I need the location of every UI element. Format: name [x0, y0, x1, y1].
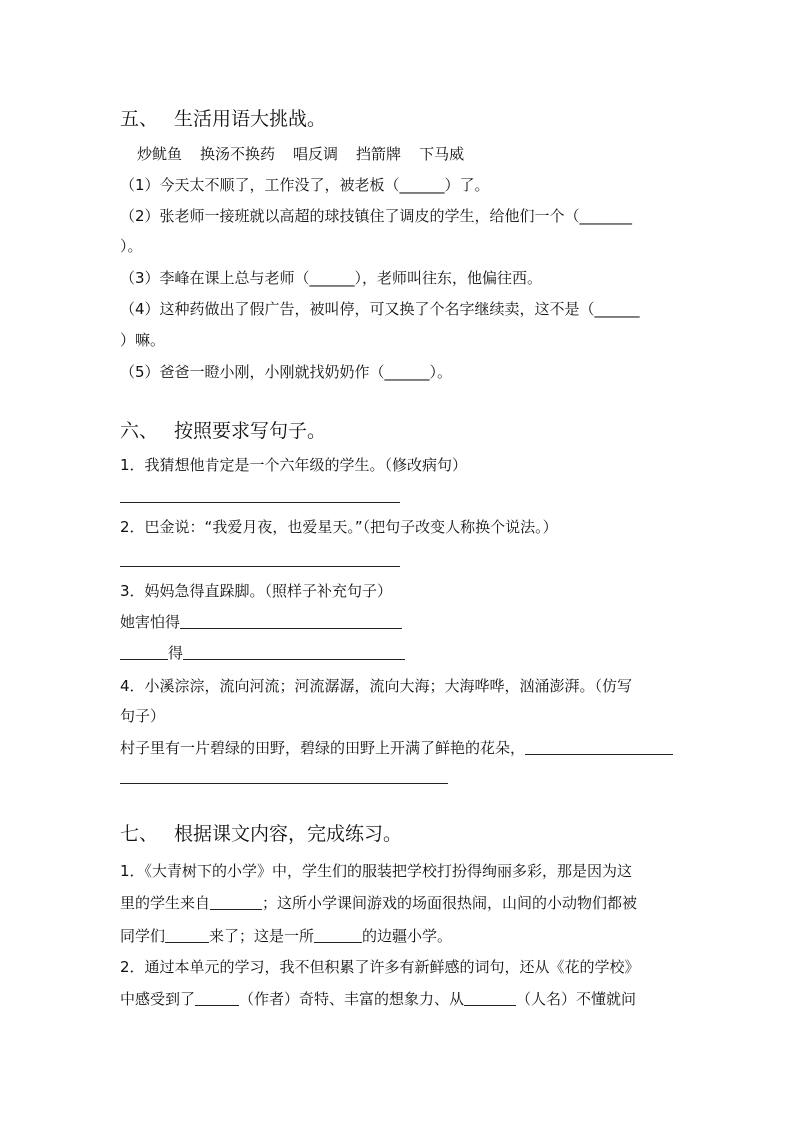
answer-blank[interactable] — [314, 928, 362, 943]
text-segment: （人名）不懂就问 — [516, 990, 637, 1008]
section-5-heading — [120, 107, 326, 131]
s7-question-1-line-2 — [120, 893, 637, 913]
s6-question-4-prompt — [120, 738, 673, 758]
s5-question-2-line-2: ）。 — [120, 237, 143, 255]
s7-question-2-line-1: 2．通过本单元的学习，我不但积累了许多有新鲜感的词句，还从《花的学校》 — [120, 958, 640, 976]
section-7-title: 根据课文内容，完成练习。 — [174, 823, 403, 845]
s5-question-2-line-1: （2）张老师一接班就以高超的球技镇住了调皮的学生，给他们一个（_______ — [120, 207, 633, 225]
s5-question-3: （3）李峰在课上总与老师（______），老师叫往东，他偏往西。 — [120, 269, 543, 287]
text-segment: 里的学生来自 — [120, 894, 211, 912]
idiom-word: 唱反调 — [293, 145, 339, 163]
answer-blank[interactable] — [195, 991, 239, 1006]
s6-question-3: 3．妈妈急得直跺脚。（照样子补充句子） — [120, 582, 393, 600]
text-segment: 来了；这是一所 — [209, 927, 315, 945]
answer-blank[interactable] — [180, 614, 402, 629]
idiom-word: 换汤不换药 — [200, 145, 276, 163]
answer-blank[interactable] — [210, 895, 262, 910]
s6-question-4-line-2: 句子） — [120, 707, 166, 725]
section-7-heading — [120, 822, 402, 846]
idiom-word: 炒鱿鱼 — [137, 145, 183, 163]
text-segment: 同学们 — [120, 927, 166, 945]
answer-blank[interactable] — [464, 991, 516, 1006]
text-segment: （作者）奇特、丰富的想象力、从 — [239, 990, 465, 1008]
s7-question-2-line-2 — [120, 989, 636, 1009]
section-5-title: 生活用语大挑战。 — [174, 108, 327, 130]
s6-question-2: 2．巴金说：“我爱月夜，也爱星天。”（把句子改变人称换个说法。） — [120, 518, 558, 536]
answer-line[interactable] — [120, 783, 448, 784]
s6-question-4-line-1: 4．小溪淙淙，流向河流；河流潺潺，流向大海；大海哗哗，汹涌澎湃。（仿写 — [120, 677, 633, 695]
answer-line[interactable] — [120, 566, 400, 567]
fill-prefix: 得 — [168, 644, 184, 662]
text-segment: 中感受到了 — [120, 990, 196, 1008]
section-6-title: 按照要求写句子。 — [174, 420, 327, 442]
fill-prefix: 她害怕得 — [120, 613, 181, 631]
section-6-heading — [120, 419, 326, 443]
answer-blank[interactable] — [165, 928, 209, 943]
s5-question-4-line-1: （4）这种药做出了假广告，被叫停，可又换了个名字继续卖，这不是（______ — [120, 300, 640, 318]
idiom-word-bank — [137, 144, 482, 164]
s5-question-4-line-2: ）嘛。 — [120, 331, 166, 349]
s7-question-1-line-1: 1．《大青树下的小学》中，学生们的服装把学校打扮得绚丽多彩，那是因为这 — [120, 862, 633, 880]
answer-blank[interactable] — [525, 740, 673, 755]
section-5-number: 五、 — [120, 108, 159, 130]
text-segment: ；这所小学课间游戏的场面很热闹，山间的小动物们都被 — [262, 894, 638, 912]
s6-question-3-fill-2 — [120, 643, 405, 663]
answer-blank[interactable] — [183, 645, 405, 660]
prompt-text: 村子里有一片碧绿的田野，碧绿的田野上开满了鲜艳的花朵， — [120, 739, 526, 757]
idiom-word: 下马威 — [419, 145, 465, 163]
s5-question-5: （5）爸爸一瞪小刚，小刚就找奶奶作（______）。 — [120, 363, 453, 381]
text-segment: 的边疆小学。 — [362, 927, 453, 945]
section-7-number: 七、 — [120, 823, 159, 845]
s5-question-1: （1）今天太不顺了，工作没了，被老板（______）了。 — [120, 176, 490, 194]
section-6-number: 六、 — [120, 420, 159, 442]
answer-blank[interactable] — [120, 645, 168, 660]
s6-question-3-fill-1 — [120, 612, 402, 632]
s6-question-1: 1．我猜想他肯定是一个六年级的学生。（修改病句） — [120, 456, 468, 474]
answer-line[interactable] — [120, 502, 400, 503]
s7-question-1-line-3 — [120, 926, 452, 946]
idiom-word: 挡箭牌 — [356, 145, 402, 163]
